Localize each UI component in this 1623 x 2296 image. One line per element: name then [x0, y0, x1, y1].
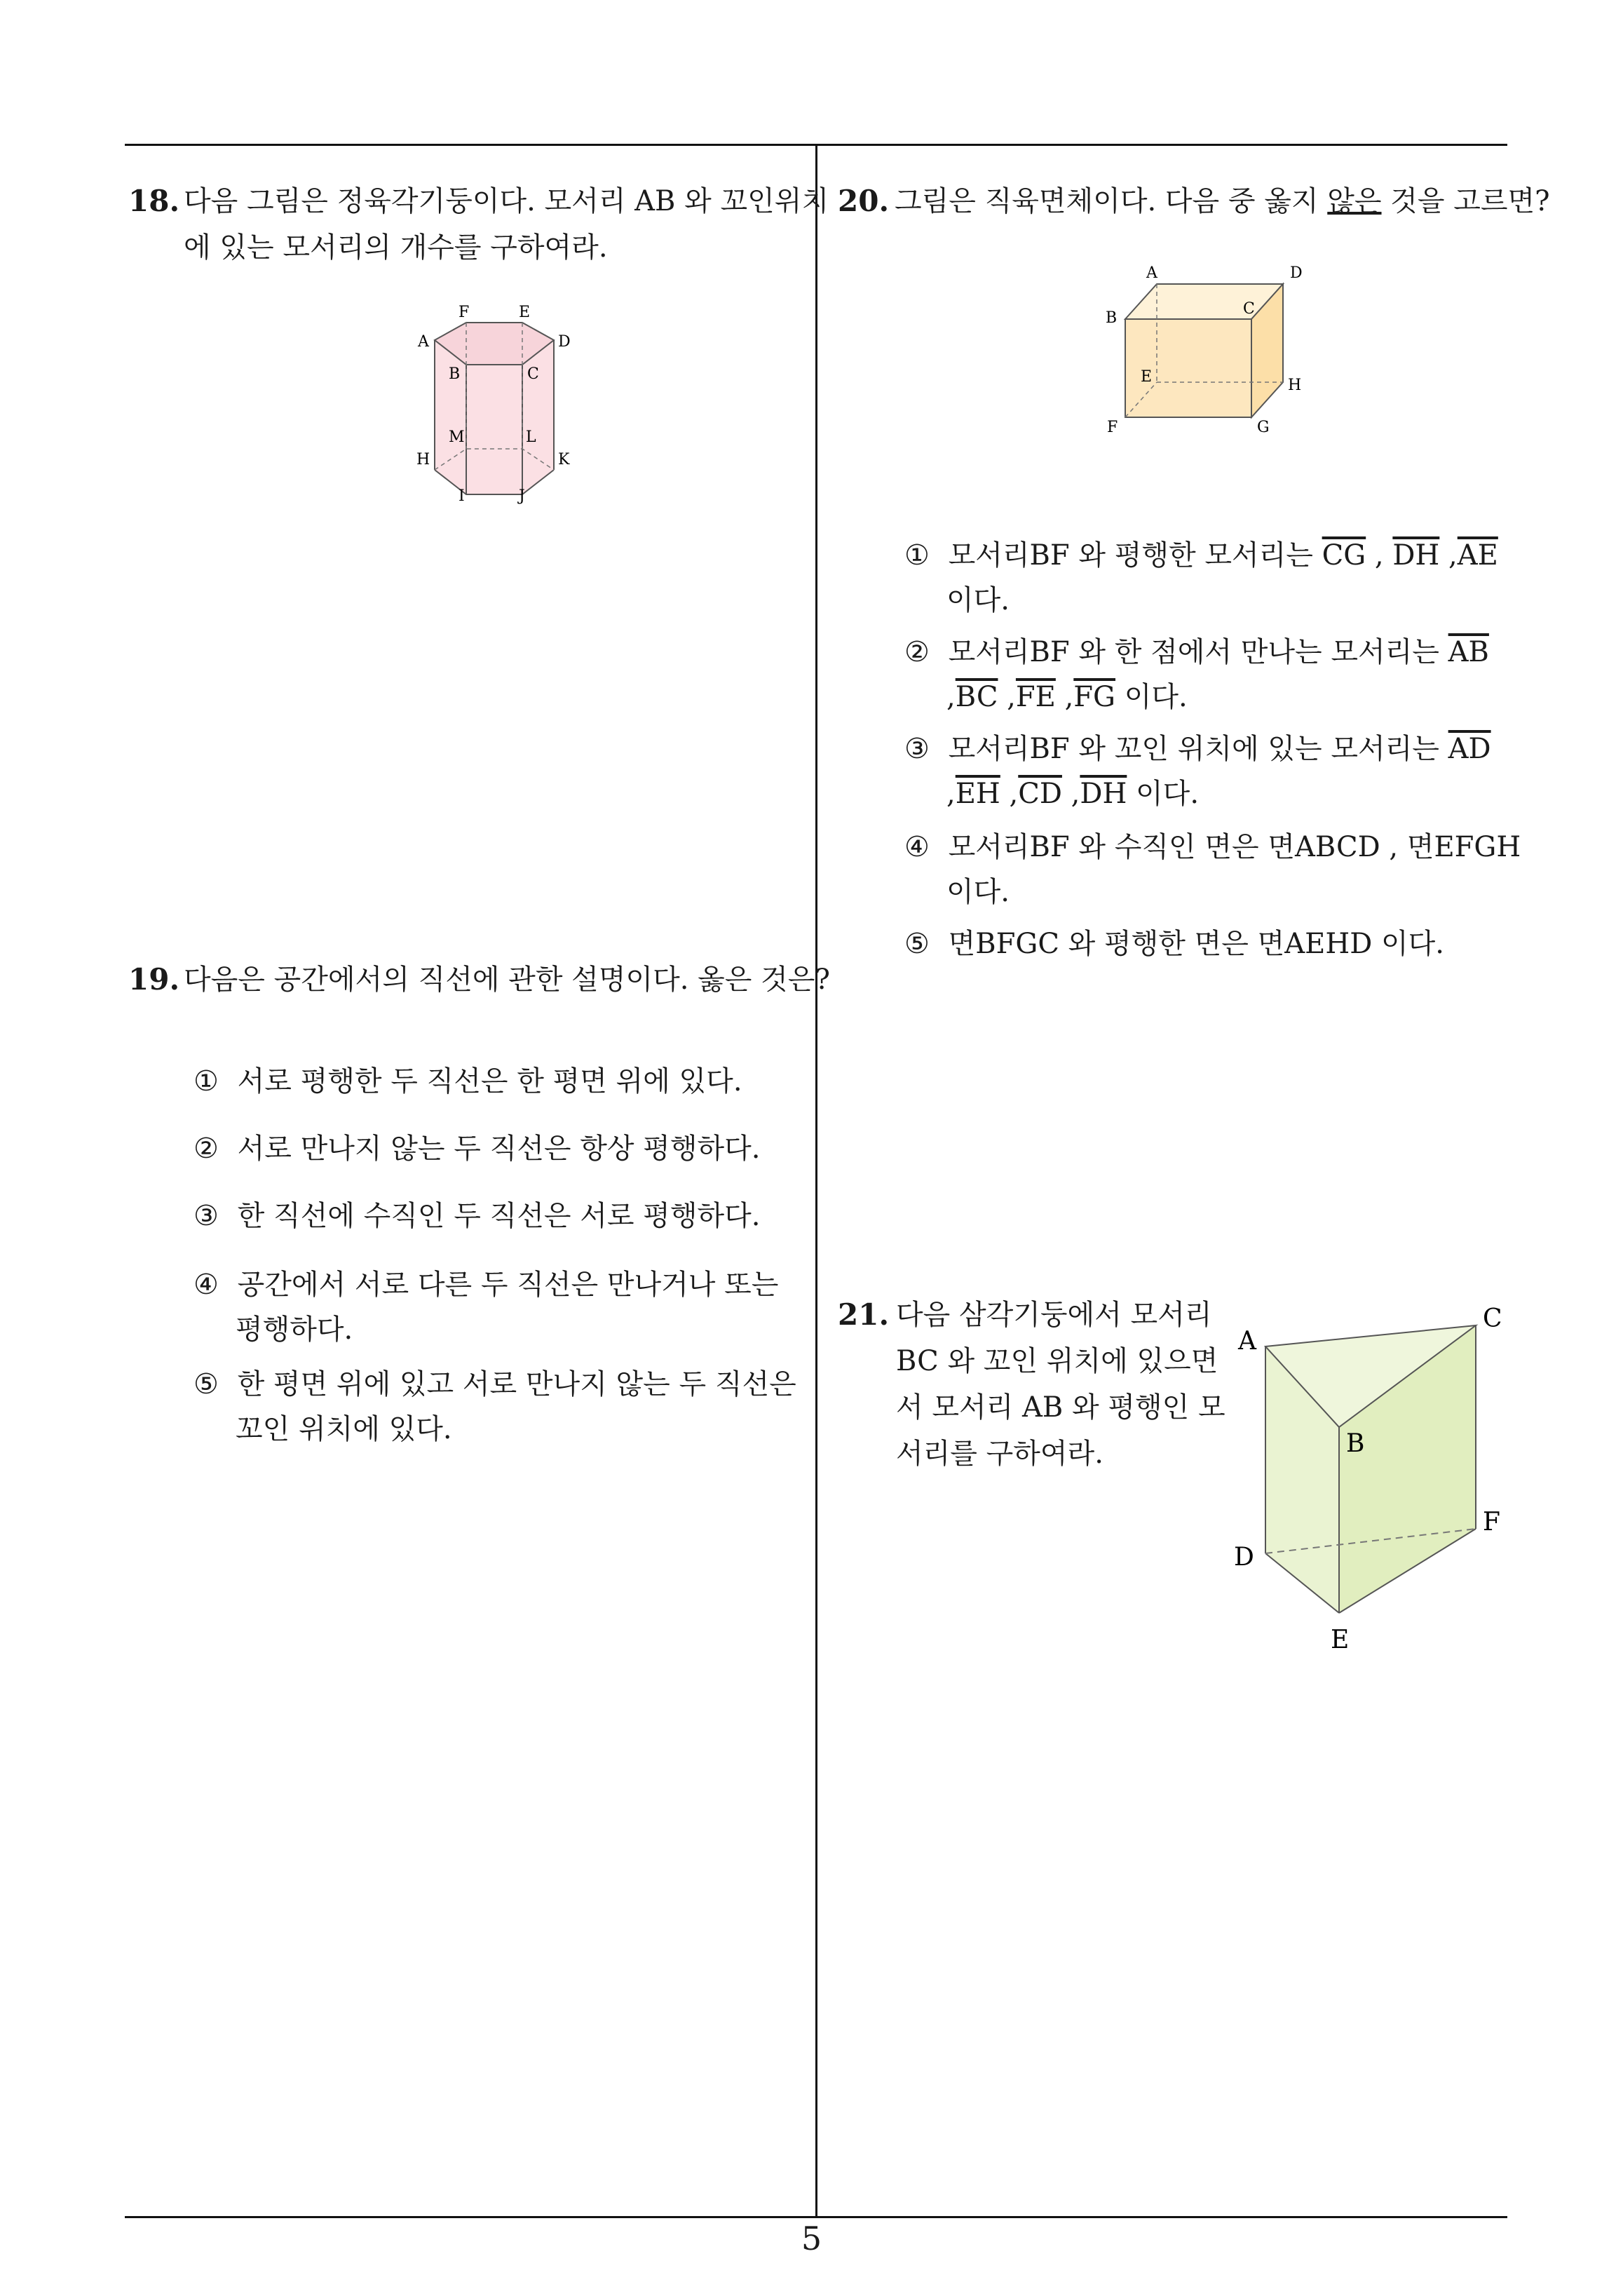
bottom-rule	[125, 2216, 1507, 2218]
q19-option-3-text: 한 직선에 수직인 두 직선은 서로 평행하다.	[237, 1200, 761, 1232]
q19-option-4-mark: ④	[193, 1269, 219, 1301]
q20-option-1-cont: 이다.	[946, 584, 1010, 616]
q20-underlined-word: 않은	[1327, 185, 1382, 217]
q19-option-4-text: 공간에서 서로 다른 두 직선은 만나거나 또는	[237, 1269, 779, 1301]
box-label-E: E	[1141, 368, 1153, 386]
column-divider	[815, 144, 817, 2218]
q21-line3: 서 모서리 AB 와 평행인 모	[896, 1391, 1225, 1424]
q19-option-1-text: 서로 평행한 두 직선은 한 평면 위에 있다.	[237, 1065, 742, 1098]
q19-option-2	[193, 1126, 760, 1171]
q21-number: 21.	[838, 1297, 890, 1332]
hex-label-I: I	[459, 487, 465, 505]
q19-option-2-text: 서로 만나지 않는 두 직선은 항상 평행하다.	[237, 1133, 761, 1165]
q19-option-4	[193, 1262, 778, 1307]
hex-label-M: M	[449, 428, 465, 446]
hex-label-F: F	[459, 304, 470, 321]
q18-number: 18.	[128, 184, 180, 218]
q19-option-5-text: 한 평면 위에 있고 서로 만나지 않는 두 직선은	[237, 1368, 796, 1400]
q20-option-3: ③ 모서리BF 와 꼬인 위치에 있는 모서리는 $\overline{AD}$	[904, 733, 1491, 765]
tri-label-A: A	[1238, 1327, 1256, 1356]
q21-line4: 서리를 구하여라.	[896, 1438, 1103, 1470]
q20-option-2: ② 모서리BF 와 한 점에서 만나는 모서리는 $\overline{AB}$	[904, 636, 1489, 668]
q19-number: 19.	[128, 962, 180, 997]
box-label-F: F	[1107, 419, 1118, 436]
q19-option-1-mark: ①	[193, 1065, 219, 1098]
cuboid-figure	[1097, 259, 1322, 442]
q19-option-3-mark: ③	[193, 1200, 219, 1232]
hex-label-C: C	[527, 365, 539, 383]
hex-label-L: L	[526, 428, 536, 446]
q20-option-4: ④ 모서리BF 와 수직인 면은 면ABCD , 면EFGH	[904, 831, 1521, 863]
hex-label-A: A	[418, 333, 429, 351]
tri-label-B: B	[1346, 1429, 1365, 1458]
q20-option-1: ① 모서리BF 와 평행한 모서리는 $\overline{CG}$ , $\overline{DH}$ $,\overline{AE}$	[904, 539, 1498, 572]
page-number: 5	[801, 2220, 822, 2257]
q19-option-2-mark: ②	[193, 1133, 219, 1165]
q20-option-4-cont: 이다.	[946, 876, 1010, 908]
q20-option-2-cont: $,\overline{BC}$ $,\overline{FE}$ $,\overline{FG}$ 이다.	[946, 681, 1188, 713]
tri-label-F: F	[1483, 1508, 1500, 1537]
box-label-B: B	[1106, 309, 1118, 327]
q18-text-line2: 에 있는 모서리의 개수를 구하여라.	[184, 231, 608, 264]
q18-text-line1: 다음 그림은 정육각기둥이다. 모서리 AB 와 꼬인위치	[184, 185, 829, 217]
q19-option-3	[193, 1194, 760, 1238]
hex-label-E: E	[519, 304, 531, 321]
tri-label-D: D	[1234, 1543, 1254, 1572]
box-label-C: C	[1243, 300, 1255, 318]
q19-text: 다음은 공간에서의 직선에 관한 설명이다. 옳은 것은?	[184, 964, 830, 996]
q19-option-5-mark: ⑤	[193, 1368, 219, 1400]
box-label-D: D	[1290, 264, 1303, 282]
box-label-H: H	[1288, 377, 1302, 394]
tri-label-E: E	[1331, 1626, 1350, 1654]
q19-option-5-cont: 꼬인 위치에 있다.	[236, 1413, 452, 1445]
q19-option-5	[193, 1362, 796, 1407]
q20-number: 20.	[838, 184, 890, 218]
hex-label-H: H	[416, 451, 430, 468]
tri-label-C: C	[1483, 1304, 1502, 1333]
hex-label-B: B	[449, 365, 461, 383]
triangular-prism-figure	[1220, 1297, 1514, 1669]
q19-option-1	[193, 1059, 742, 1104]
q20-text: 그림은 직육면체이다. 다음 중 옳지 않은 것을 고르면?	[895, 185, 1550, 217]
q21-line2: BC 와 꼬인 위치에 있으면	[896, 1345, 1218, 1377]
box-label-G: G	[1257, 419, 1270, 436]
q21-line1: 다음 삼각기둥에서 모서리	[896, 1299, 1212, 1331]
box-label-A: A	[1146, 264, 1157, 282]
hex-label-K: K	[558, 451, 570, 468]
hexagonal-prism-figure	[414, 302, 582, 505]
q19-option-4-cont: 평행하다.	[236, 1314, 353, 1346]
q20-option-3-cont: $,\overline{EH}$ $,\overline{CD}$ $,\overline{DH}$ 이다.	[946, 778, 1200, 810]
q20-option-5: ⑤ 면BFGC 와 평행한 면은 면AEHD 이다.	[904, 928, 1445, 960]
hex-label-J: J	[519, 487, 525, 505]
hex-label-D: D	[558, 333, 571, 351]
